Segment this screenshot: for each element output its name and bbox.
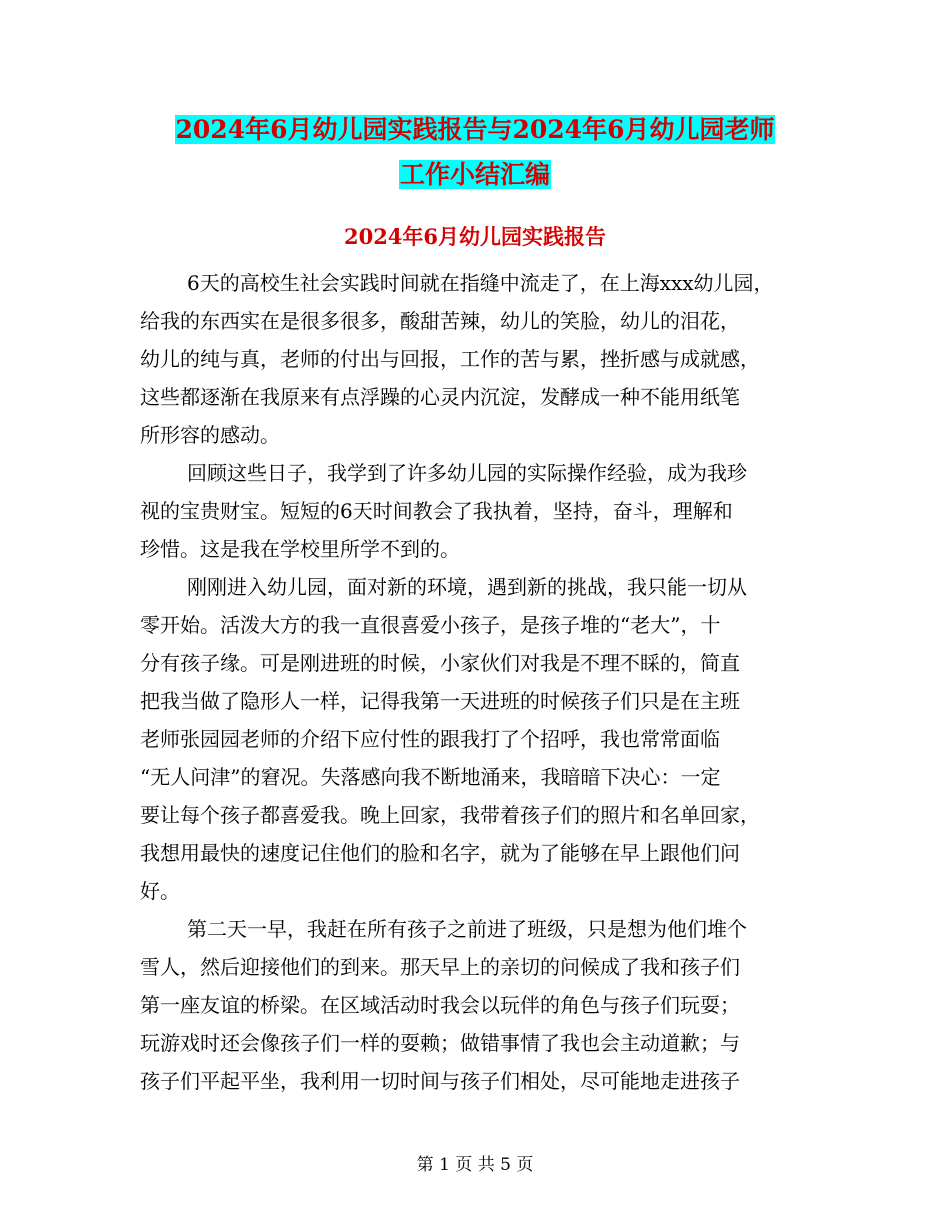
body-line: 给我的东西实在是很多很多，酸甜苦辣，幼儿的笑脸，幼儿的泪花， (140, 309, 740, 333)
body-line: 孩子们平起平坐，我利用一切时间与孩子们相处，尽可能地走进孩子 (140, 1069, 740, 1093)
document-title-line-1: 2024年6月幼儿园实践报告与2024年6月幼儿园老师 (175, 115, 775, 144)
body-line: 6天的高校生社会实践时间就在指缝中流走了，在上海xxx幼儿园， (187, 271, 774, 295)
body-line: 要让每个孩子都喜爱我。晚上回家，我带着孩子们的照片和名单回家， (140, 803, 760, 827)
body-line: 把我当做了隐形人一样，记得我第一天进班的时候孩子们只是在主班 (140, 689, 740, 713)
body-line: 视的宝贵财宝。短短的6天时间教会了我执着，坚持，奋斗，理解和 (140, 499, 733, 523)
body-line: 分有孩子缘。可是刚进班的时候，小家伙们对我是不理不睬的，简直 (140, 651, 740, 675)
section-title: 2024年6月幼儿园实践报告 (343, 224, 607, 249)
body-line: 珍惜。这是我在学校里所学不到的。 (140, 537, 460, 561)
body-line: 玩游戏时还会像孩子们一样的耍赖；做错事情了我也会主动道歉；与 (140, 1031, 740, 1055)
body-line: 老师张园园老师的介绍下应付性的跟我打了个招呼，我也常常面临 (140, 727, 720, 751)
document-title-line-2: 工作小结汇编 (399, 160, 550, 189)
body-line: 刚刚进入幼儿园，面对新的环境，遇到新的挑战，我只能一切从 (187, 575, 747, 599)
page-footer: 第 1 页 共 5 页 (416, 1155, 534, 1175)
body-line: 好。 (140, 879, 180, 903)
body-line: “无人问津”的窘况。失落感向我不断地涌来，我暗暗下决心：一定 (140, 765, 721, 789)
body-line: 回顾这些日子，我学到了许多幼儿园的实际操作经验，成为我珍 (187, 461, 747, 485)
body-line: 第一座友谊的桥梁。在区域活动时我会以玩伴的角色与孩子们玩耍； (140, 993, 740, 1017)
body-line: 雪人，然后迎接他们的到来。那天早上的亲切的问候成了我和孩子们 (140, 955, 740, 979)
body-line: 第二天一早，我赶在所有孩子之前进了班级，只是想为他们堆个 (187, 917, 747, 941)
body-line: 我想用最快的速度记住他们的脸和名字，就为了能够在早上跟他们问 (140, 841, 740, 865)
body-line: 零开始。活泼大方的我一直很喜爱小孩子，是孩子堆的“老大”，十 (140, 613, 721, 637)
body-line: 这些都逐渐在我原来有点浮躁的心灵内沉淀，发酵成一种不能用纸笔 (140, 385, 740, 409)
body-line: 所形容的感动。 (140, 423, 280, 447)
body-line: 幼儿的纯与真，老师的付出与回报，工作的苦与累，挫折感与成就感， (140, 347, 760, 371)
